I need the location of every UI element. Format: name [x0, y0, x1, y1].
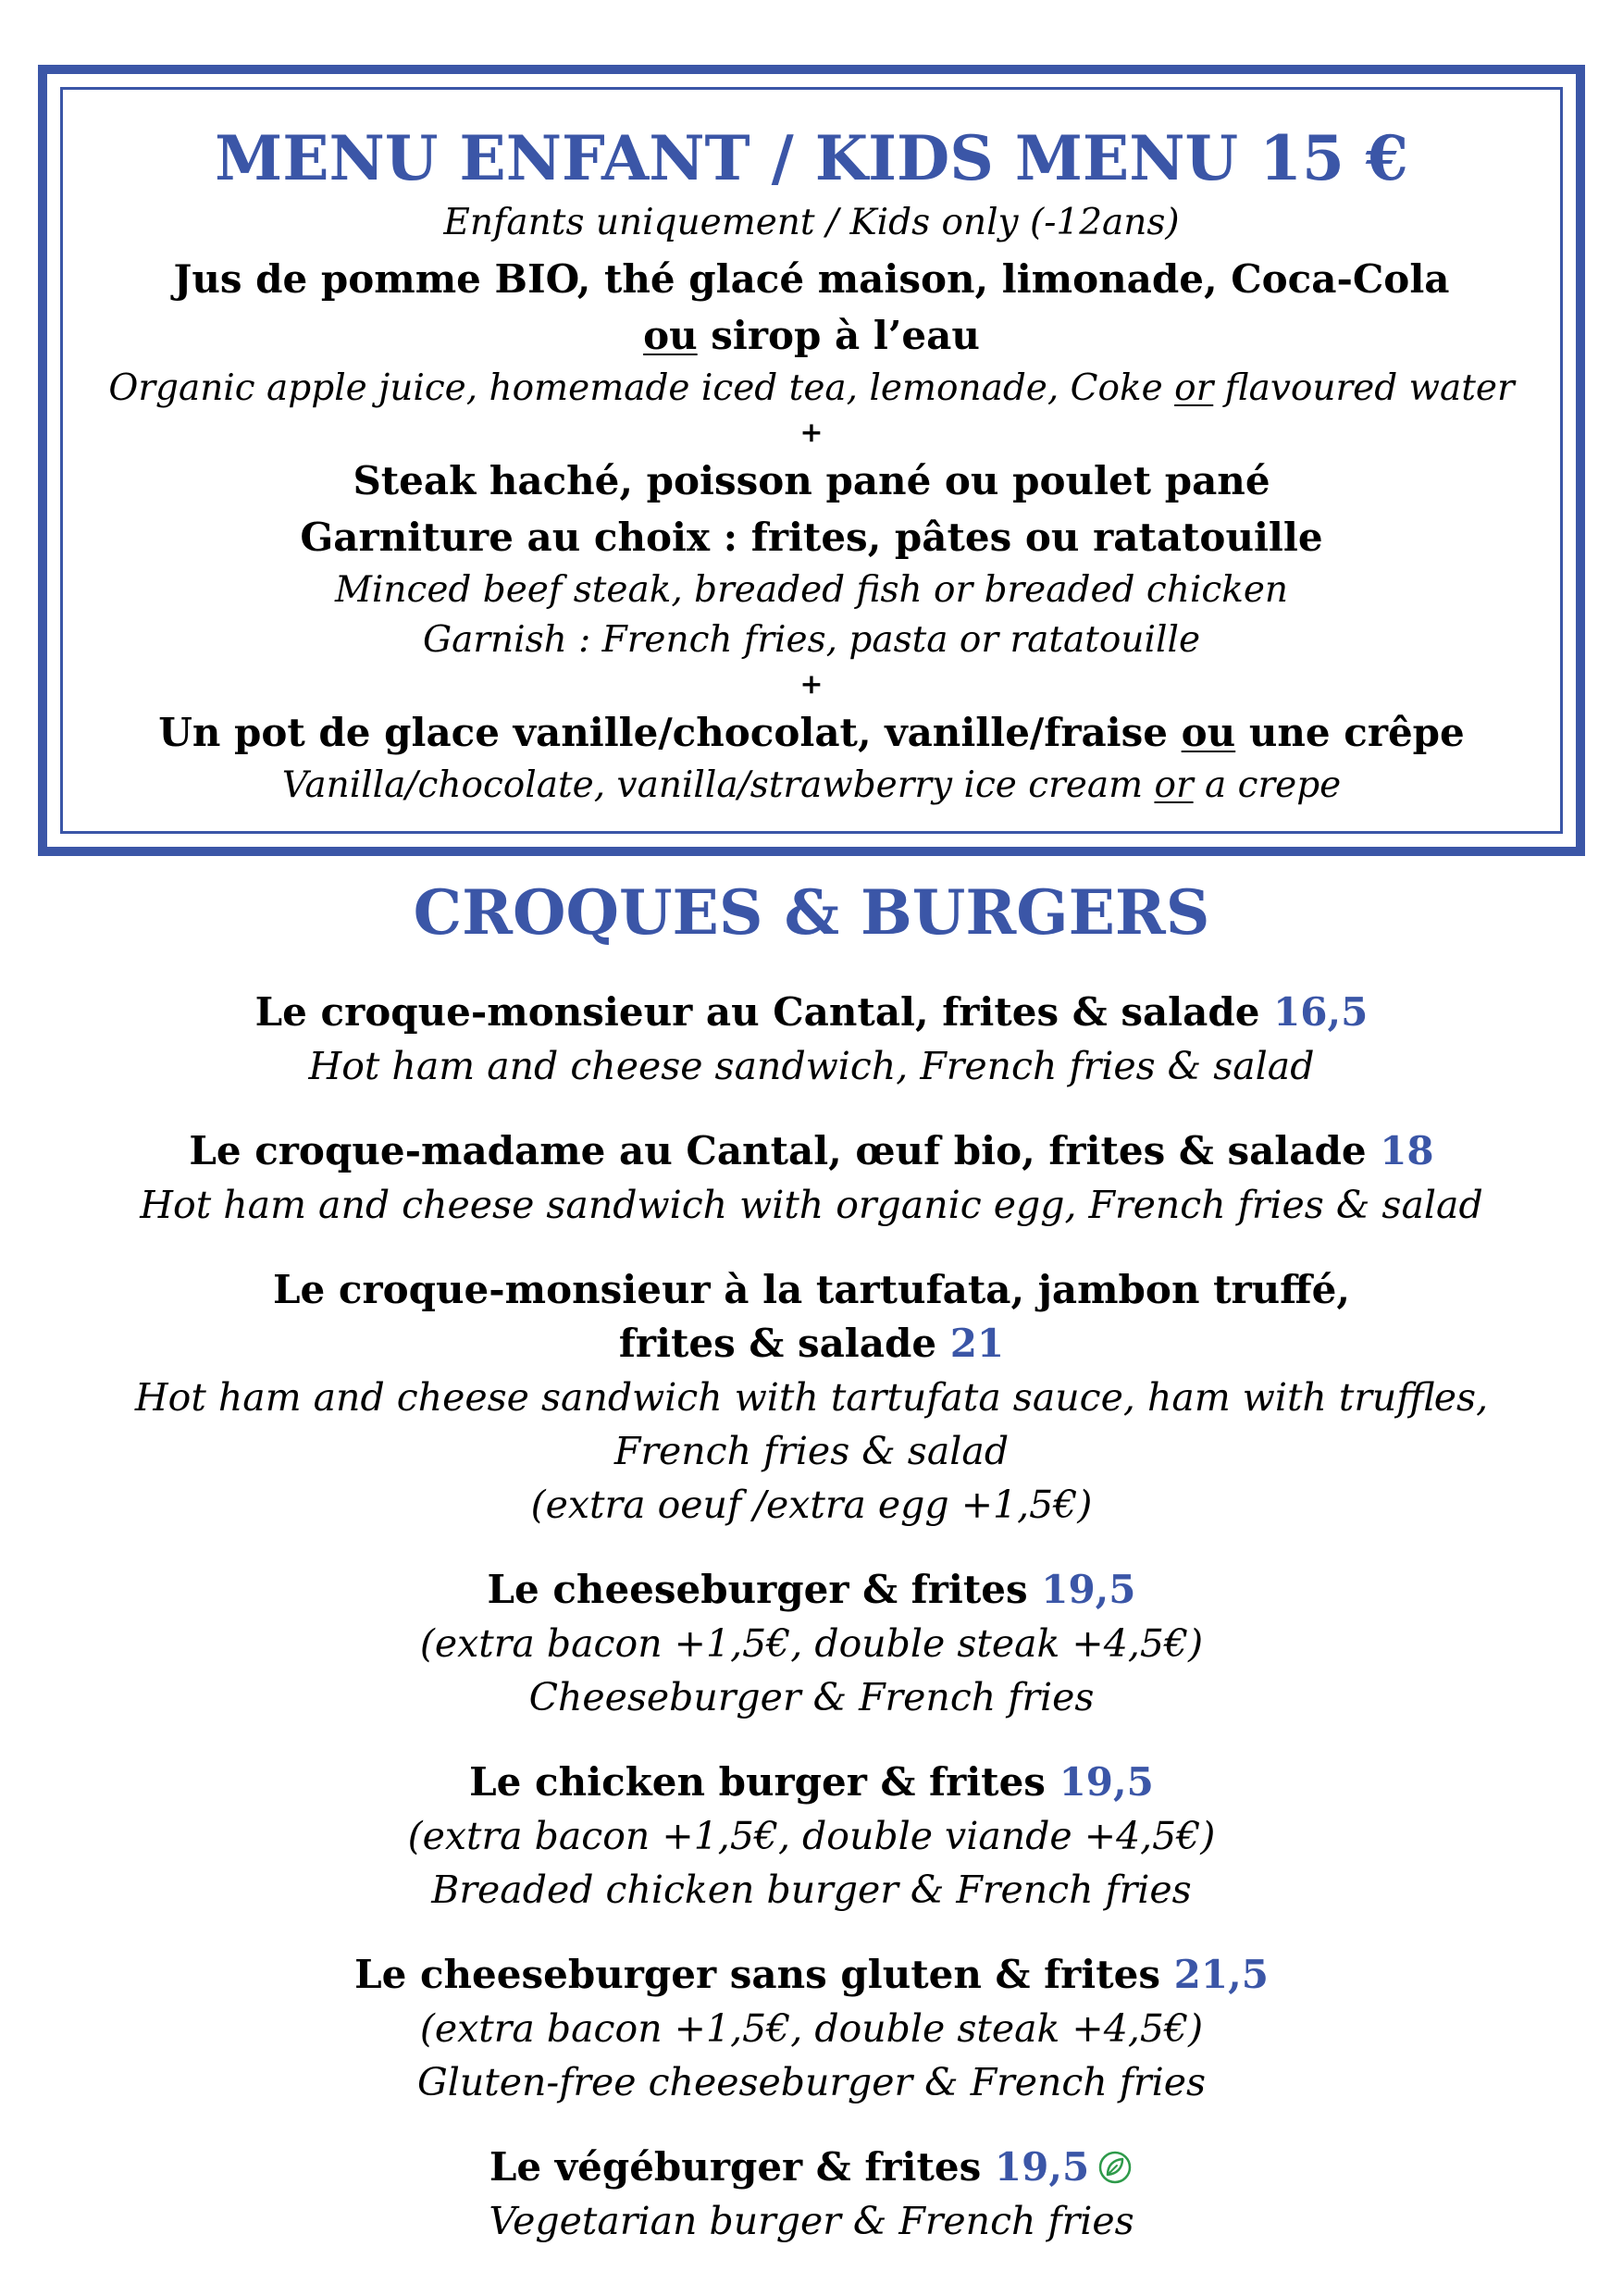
kids-main-en-line-1: Minced beef steak, breaded fish or breaded chicken: [334, 569, 1289, 611]
kids-drinks-en: [63, 364, 1560, 414]
kids-dessert-fr-a: Un pot de glace vanille/chocolat, vanille/fraise: [158, 710, 1182, 755]
kids-dessert-en-b: a crepe: [1193, 764, 1342, 806]
kids-menu-title: MENU ENFANT / KIDS MENU 15 €: [215, 122, 1408, 194]
kids-dessert-en: [63, 761, 1560, 811]
item-name: Le croque-monsieur au Cantal, frites & salade: [254, 989, 1260, 1035]
item-name: Le végéburger & frites: [489, 2144, 982, 2190]
kids-dessert-en-or: or: [1154, 764, 1194, 806]
item-description: Breaded chicken burger & French fries: [431, 1868, 1192, 1912]
kids-main-fr-line-2: Garniture au choix : frites, pâtes ou ratatouille: [300, 515, 1323, 560]
menu-item-vegeburger: [0, 2141, 1623, 2248]
croques-section-title: CROQUES & BURGERS: [413, 876, 1210, 949]
item-price: 21: [949, 1321, 1005, 1366]
item-price: 19,5: [1041, 1567, 1136, 1612]
item-name: Le cheeseburger sans gluten & frites: [354, 1952, 1160, 1997]
menu-item-croque-monsieur-tartufata: [0, 1263, 1623, 1532]
menu-item-chicken-burger: [0, 1756, 1623, 1917]
kids-drinks-fr-rest: sirop à l’eau: [697, 313, 980, 358]
kids-dessert-en-a: Vanilla/chocolate, vanilla/strawberry ice cream: [281, 764, 1155, 806]
kids-plus-separator-2: +: [799, 668, 824, 701]
kids-main-fr-line-1: Steak haché, poisson pané ou poulet pané: [353, 458, 1270, 503]
kids-drinks-en-a: Organic apple juice, homemade iced tea, lemonade, Coke: [108, 367, 1175, 409]
item-price: 18: [1380, 1128, 1434, 1173]
item-title: [0, 1756, 1623, 1809]
item-title: [0, 2141, 1623, 2194]
kids-menu-box: [38, 65, 1585, 856]
kids-drinks-fr-line-1: Jus de pomme BIO, thé glacé maison, limonade, Coca-Cola: [173, 256, 1450, 302]
kids-menu-subtitle: Enfants uniquement / Kids only (-12ans): [443, 202, 1180, 243]
item-description: Cheeseburger & French fries: [528, 1675, 1095, 1719]
item-description: Vegetarian burger & French fries: [489, 2199, 1134, 2243]
menu-item-gluten-free-cheeseburger: [0, 1948, 1623, 2109]
item-name: Le chicken burger & frites: [469, 1759, 1046, 1805]
kids-drinks-fr-line-2: [63, 307, 1560, 364]
kids-drinks-en-b: flavoured water: [1213, 367, 1515, 409]
kids-dessert-fr-b: une crêpe: [1235, 710, 1465, 755]
vegetarian-leaf-icon: [1096, 2149, 1134, 2186]
item-description: Hot ham and cheese sandwich, French fries & salad: [308, 1044, 1315, 1088]
kids-plus-separator-1: +: [799, 416, 824, 449]
item-name: Le cheeseburger & frites: [487, 1567, 1028, 1612]
item-name: Le croque-madame au Cantal, œuf bio, frites & salade: [189, 1128, 1367, 1173]
menu-item-croque-monsieur-cantal: [0, 986, 1623, 1093]
item-name-line-1: Le croque-monsieur à la tartufata, jambon truffé,: [273, 1267, 1350, 1312]
item-description: Hot ham and cheese sandwich with organic egg, French fries & salad: [140, 1183, 1483, 1227]
kids-drinks-fr-or: ou: [643, 313, 698, 358]
item-title: [0, 1124, 1623, 1178]
item-title: [0, 986, 1623, 1039]
item-extra: (extra bacon +1,5€, double steak +4,5€): [419, 1621, 1204, 1666]
kids-menu-content: [63, 123, 1560, 811]
kids-drinks-en-or: or: [1174, 367, 1214, 409]
item-title: [0, 1563, 1623, 1617]
item-title: [0, 1948, 1623, 2002]
item-extra: (extra bacon +1,5€, double steak +4,5€): [419, 2006, 1204, 2051]
item-price: 19,5: [1059, 1759, 1154, 1805]
menu-item-cheeseburger: [0, 1563, 1623, 1724]
kids-dessert-fr-or: ou: [1181, 710, 1236, 755]
kids-menu-inner-border: [60, 87, 1563, 834]
item-name-line-2: frites & salade: [618, 1321, 937, 1366]
item-price: 19,5: [994, 2144, 1090, 2190]
item-price: 16,5: [1273, 989, 1369, 1035]
item-description: French fries & salad: [613, 1429, 1010, 1473]
kids-dessert-fr: [63, 704, 1560, 761]
item-description: Hot ham and cheese sandwich with tartufata sauce, ham with truffles,: [134, 1375, 1489, 1420]
menu-item-croque-madame-cantal: [0, 1124, 1623, 1232]
item-description: Gluten-free cheeseburger & French fries: [416, 2060, 1207, 2104]
item-title: [0, 1317, 1623, 1371]
croques-items: [0, 986, 1623, 2279]
item-price: 21,5: [1173, 1952, 1269, 1997]
item-extra: (extra bacon +1,5€, double viande +4,5€): [407, 1814, 1216, 1858]
kids-main-en-line-2: Garnish : French fries, pasta or ratatouille: [422, 619, 1201, 661]
item-extra: (extra oeuf /extra egg +1,5€): [530, 1483, 1093, 1527]
